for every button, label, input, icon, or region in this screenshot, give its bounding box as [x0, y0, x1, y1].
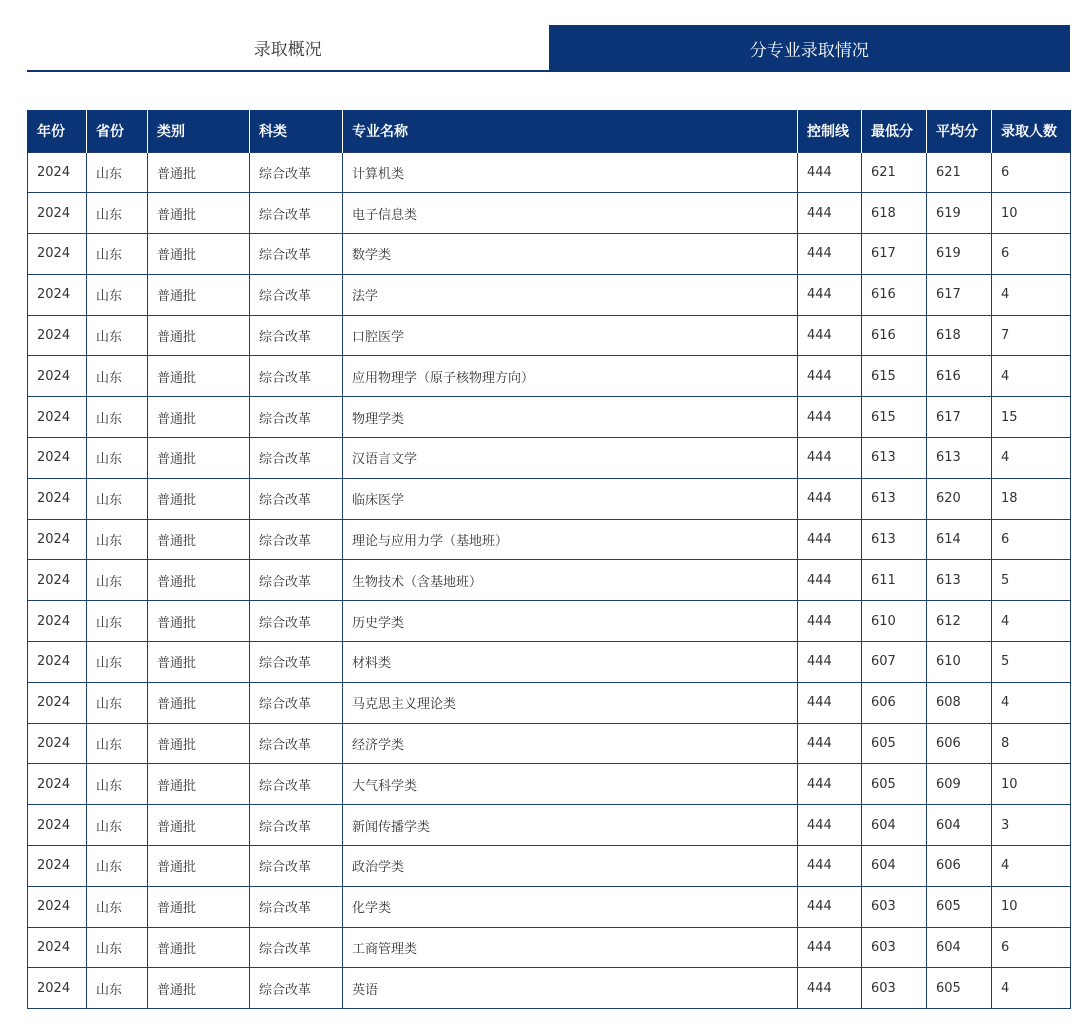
cell-major-name: 汉语言文学 — [343, 438, 798, 479]
cell-subject-type: 综合改革 — [250, 805, 343, 846]
cell-min-score: 621 — [862, 152, 927, 193]
cell-major-name: 计算机类 — [343, 152, 798, 193]
cell-admitted-count: 4 — [992, 601, 1071, 642]
cell-major-name: 工商管理类 — [343, 927, 798, 968]
cell-major-name: 口腔医学 — [343, 315, 798, 356]
cell-province: 山东 — [87, 560, 148, 601]
cell-year: 2024 — [28, 886, 87, 927]
cell-avg-score: 606 — [927, 723, 992, 764]
cell-subject-type: 综合改革 — [250, 927, 343, 968]
cell-avg-score: 604 — [927, 927, 992, 968]
cell-subject-type: 综合改革 — [250, 193, 343, 234]
cell-control-line: 444 — [798, 560, 862, 601]
cell-control-line: 444 — [798, 234, 862, 275]
cell-province: 山东 — [87, 846, 148, 887]
table-row — [28, 397, 1071, 438]
cell-admitted-count: 6 — [992, 927, 1071, 968]
cell-control-line: 444 — [798, 397, 862, 438]
cell-avg-score: 604 — [927, 805, 992, 846]
cell-control-line: 444 — [798, 356, 862, 397]
table-row — [28, 723, 1071, 764]
cell-major-name: 化学类 — [343, 886, 798, 927]
cell-year: 2024 — [28, 846, 87, 887]
cell-province: 山东 — [87, 519, 148, 560]
cell-min-score: 616 — [862, 274, 927, 315]
table-row — [28, 886, 1071, 927]
cell-admitted-count: 4 — [992, 968, 1071, 1009]
cell-control-line: 444 — [798, 886, 862, 927]
cell-avg-score: 621 — [927, 152, 992, 193]
cell-year: 2024 — [28, 397, 87, 438]
cell-subject-type: 综合改革 — [250, 152, 343, 193]
cell-admitted-count: 5 — [992, 642, 1071, 683]
cell-subject-type: 综合改革 — [250, 478, 343, 519]
cell-admitted-count: 4 — [992, 846, 1071, 887]
cell-category: 普通批 — [148, 478, 250, 519]
cell-year: 2024 — [28, 315, 87, 356]
cell-avg-score: 617 — [927, 274, 992, 315]
cell-control-line: 444 — [798, 764, 862, 805]
cell-year: 2024 — [28, 968, 87, 1009]
cell-province: 山东 — [87, 805, 148, 846]
cell-year: 2024 — [28, 152, 87, 193]
cell-major-name: 理论与应用力学（基地班） — [343, 519, 798, 560]
table-row — [28, 642, 1071, 683]
cell-province: 山东 — [87, 152, 148, 193]
cell-major-name: 材料类 — [343, 642, 798, 683]
table-row — [28, 927, 1071, 968]
cell-control-line: 444 — [798, 682, 862, 723]
cell-min-score: 606 — [862, 682, 927, 723]
cell-province: 山东 — [87, 764, 148, 805]
cell-control-line: 444 — [798, 315, 862, 356]
cell-subject-type: 综合改革 — [250, 886, 343, 927]
cell-major-name: 电子信息类 — [343, 193, 798, 234]
table-row — [28, 356, 1071, 397]
column-header-control-line: 控制线 — [798, 110, 862, 152]
cell-province: 山东 — [87, 886, 148, 927]
cell-admitted-count: 6 — [992, 152, 1071, 193]
cell-major-name: 政治学类 — [343, 846, 798, 887]
cell-year: 2024 — [28, 601, 87, 642]
table-row — [28, 152, 1071, 193]
cell-subject-type: 综合改革 — [250, 234, 343, 275]
cell-category: 普通批 — [148, 519, 250, 560]
cell-subject-type: 综合改革 — [250, 642, 343, 683]
table-row — [28, 519, 1071, 560]
cell-province: 山东 — [87, 274, 148, 315]
table-row — [28, 438, 1071, 479]
cell-control-line: 444 — [798, 968, 862, 1009]
table-row — [28, 478, 1071, 519]
cell-avg-score: 620 — [927, 478, 992, 519]
cell-min-score: 605 — [862, 764, 927, 805]
cell-avg-score: 619 — [927, 234, 992, 275]
cell-year: 2024 — [28, 805, 87, 846]
cell-avg-score: 614 — [927, 519, 992, 560]
cell-avg-score: 610 — [927, 642, 992, 683]
cell-control-line: 444 — [798, 438, 862, 479]
table-row — [28, 682, 1071, 723]
cell-subject-type: 综合改革 — [250, 519, 343, 560]
table-row — [28, 315, 1071, 356]
cell-min-score: 607 — [862, 642, 927, 683]
cell-min-score: 603 — [862, 968, 927, 1009]
cell-category: 普通批 — [148, 152, 250, 193]
cell-admitted-count: 3 — [992, 805, 1071, 846]
cell-category: 普通批 — [148, 805, 250, 846]
cell-province: 山东 — [87, 234, 148, 275]
cell-control-line: 444 — [798, 723, 862, 764]
cell-control-line: 444 — [798, 805, 862, 846]
cell-admitted-count: 5 — [992, 560, 1071, 601]
cell-subject-type: 综合改革 — [250, 438, 343, 479]
cell-control-line: 444 — [798, 601, 862, 642]
cell-avg-score: 617 — [927, 397, 992, 438]
tab-admission-by-major[interactable]: 分专业录取情况 — [549, 25, 1071, 72]
cell-major-name: 临床医学 — [343, 478, 798, 519]
table-row — [28, 805, 1071, 846]
cell-category: 普通批 — [148, 560, 250, 601]
column-header-subject-type: 科类 — [250, 110, 343, 152]
column-header-category: 类别 — [148, 110, 250, 152]
cell-admitted-count: 4 — [992, 274, 1071, 315]
cell-admitted-count: 6 — [992, 234, 1071, 275]
cell-category: 普通批 — [148, 764, 250, 805]
cell-province: 山东 — [87, 723, 148, 764]
cell-category: 普通批 — [148, 601, 250, 642]
cell-control-line: 444 — [798, 519, 862, 560]
cell-category: 普通批 — [148, 315, 250, 356]
cell-major-name: 法学 — [343, 274, 798, 315]
cell-major-name: 物理学类 — [343, 397, 798, 438]
cell-major-name: 生物技术（含基地班） — [343, 560, 798, 601]
table-row — [28, 193, 1071, 234]
cell-min-score: 617 — [862, 234, 927, 275]
cell-major-name: 应用物理学（原子核物理方向） — [343, 356, 798, 397]
cell-subject-type: 综合改革 — [250, 764, 343, 805]
cell-avg-score: 609 — [927, 764, 992, 805]
cell-admitted-count: 15 — [992, 397, 1071, 438]
cell-major-name: 英语 — [343, 968, 798, 1009]
cell-province: 山东 — [87, 438, 148, 479]
cell-admitted-count: 8 — [992, 723, 1071, 764]
cell-major-name: 数学类 — [343, 234, 798, 275]
cell-category: 普通批 — [148, 397, 250, 438]
cell-avg-score: 605 — [927, 968, 992, 1009]
cell-category: 普通批 — [148, 234, 250, 275]
cell-province: 山东 — [87, 968, 148, 1009]
cell-avg-score: 613 — [927, 560, 992, 601]
cell-avg-score: 618 — [927, 315, 992, 356]
cell-min-score: 613 — [862, 519, 927, 560]
cell-admitted-count: 4 — [992, 682, 1071, 723]
cell-control-line: 444 — [798, 642, 862, 683]
cell-subject-type: 综合改革 — [250, 560, 343, 601]
cell-category: 普通批 — [148, 927, 250, 968]
cell-province: 山东 — [87, 642, 148, 683]
cell-province: 山东 — [87, 682, 148, 723]
cell-category: 普通批 — [148, 438, 250, 479]
cell-min-score: 613 — [862, 478, 927, 519]
cell-year: 2024 — [28, 193, 87, 234]
cell-year: 2024 — [28, 764, 87, 805]
cell-admitted-count: 4 — [992, 438, 1071, 479]
table-header-row — [28, 110, 1071, 152]
cell-year: 2024 — [28, 234, 87, 275]
cell-year: 2024 — [28, 682, 87, 723]
table-row — [28, 846, 1071, 887]
cell-admitted-count: 4 — [992, 356, 1071, 397]
cell-category: 普通批 — [148, 886, 250, 927]
cell-province: 山东 — [87, 927, 148, 968]
cell-min-score: 603 — [862, 886, 927, 927]
cell-min-score: 604 — [862, 805, 927, 846]
cell-control-line: 444 — [798, 274, 862, 315]
cell-province: 山东 — [87, 601, 148, 642]
column-header-major-name: 专业名称 — [343, 110, 798, 152]
column-header-admitted-count: 录取人数 — [992, 110, 1071, 152]
cell-category: 普通批 — [148, 193, 250, 234]
cell-major-name: 历史学类 — [343, 601, 798, 642]
cell-avg-score: 616 — [927, 356, 992, 397]
cell-category: 普通批 — [148, 682, 250, 723]
cell-avg-score: 605 — [927, 886, 992, 927]
cell-year: 2024 — [28, 519, 87, 560]
cell-year: 2024 — [28, 642, 87, 683]
cell-subject-type: 综合改革 — [250, 968, 343, 1009]
column-header-avg-score: 平均分 — [927, 110, 992, 152]
cell-control-line: 444 — [798, 193, 862, 234]
cell-avg-score: 613 — [927, 438, 992, 479]
cell-province: 山东 — [87, 356, 148, 397]
cell-min-score: 605 — [862, 723, 927, 764]
cell-subject-type: 综合改革 — [250, 723, 343, 764]
cell-year: 2024 — [28, 560, 87, 601]
tab-bar — [27, 25, 1070, 72]
cell-subject-type: 综合改革 — [250, 315, 343, 356]
cell-min-score: 611 — [862, 560, 927, 601]
cell-subject-type: 综合改革 — [250, 397, 343, 438]
table-row — [28, 274, 1071, 315]
cell-major-name: 经济学类 — [343, 723, 798, 764]
cell-province: 山东 — [87, 193, 148, 234]
cell-control-line: 444 — [798, 927, 862, 968]
cell-category: 普通批 — [148, 723, 250, 764]
cell-category: 普通批 — [148, 642, 250, 683]
table-row — [28, 764, 1071, 805]
column-header-min-score: 最低分 — [862, 110, 927, 152]
cell-min-score: 615 — [862, 397, 927, 438]
cell-min-score: 615 — [862, 356, 927, 397]
cell-subject-type: 综合改革 — [250, 356, 343, 397]
cell-admitted-count: 10 — [992, 886, 1071, 927]
cell-min-score: 610 — [862, 601, 927, 642]
column-header-province: 省份 — [87, 110, 148, 152]
cell-min-score: 616 — [862, 315, 927, 356]
cell-min-score: 603 — [862, 927, 927, 968]
table-body — [28, 152, 1071, 1009]
cell-year: 2024 — [28, 723, 87, 764]
cell-control-line: 444 — [798, 152, 862, 193]
cell-min-score: 613 — [862, 438, 927, 479]
admission-table — [27, 110, 1071, 1009]
cell-admitted-count: 6 — [992, 519, 1071, 560]
cell-subject-type: 综合改革 — [250, 274, 343, 315]
cell-year: 2024 — [28, 438, 87, 479]
cell-year: 2024 — [28, 927, 87, 968]
cell-year: 2024 — [28, 478, 87, 519]
cell-admitted-count: 18 — [992, 478, 1071, 519]
cell-control-line: 444 — [798, 478, 862, 519]
cell-admitted-count: 10 — [992, 764, 1071, 805]
cell-year: 2024 — [28, 356, 87, 397]
cell-avg-score: 619 — [927, 193, 992, 234]
cell-admitted-count: 10 — [992, 193, 1071, 234]
cell-category: 普通批 — [148, 274, 250, 315]
tab-admission-overview[interactable]: 录取概况 — [27, 25, 549, 72]
table-row — [28, 968, 1071, 1009]
cell-major-name: 大气科学类 — [343, 764, 798, 805]
cell-subject-type: 综合改革 — [250, 601, 343, 642]
cell-min-score: 618 — [862, 193, 927, 234]
cell-avg-score: 606 — [927, 846, 992, 887]
cell-category: 普通批 — [148, 846, 250, 887]
cell-category: 普通批 — [148, 356, 250, 397]
table-row — [28, 601, 1071, 642]
table-row — [28, 234, 1071, 275]
cell-avg-score: 612 — [927, 601, 992, 642]
table-row — [28, 560, 1071, 601]
cell-province: 山东 — [87, 397, 148, 438]
cell-admitted-count: 7 — [992, 315, 1071, 356]
cell-year: 2024 — [28, 274, 87, 315]
admission-table-container — [27, 110, 1070, 1009]
cell-province: 山东 — [87, 315, 148, 356]
cell-subject-type: 综合改革 — [250, 846, 343, 887]
cell-major-name: 新闻传播学类 — [343, 805, 798, 846]
cell-min-score: 604 — [862, 846, 927, 887]
cell-category: 普通批 — [148, 968, 250, 1009]
column-header-year: 年份 — [28, 110, 87, 152]
cell-subject-type: 综合改革 — [250, 682, 343, 723]
cell-major-name: 马克思主义理论类 — [343, 682, 798, 723]
cell-avg-score: 608 — [927, 682, 992, 723]
cell-control-line: 444 — [798, 846, 862, 887]
cell-province: 山东 — [87, 478, 148, 519]
